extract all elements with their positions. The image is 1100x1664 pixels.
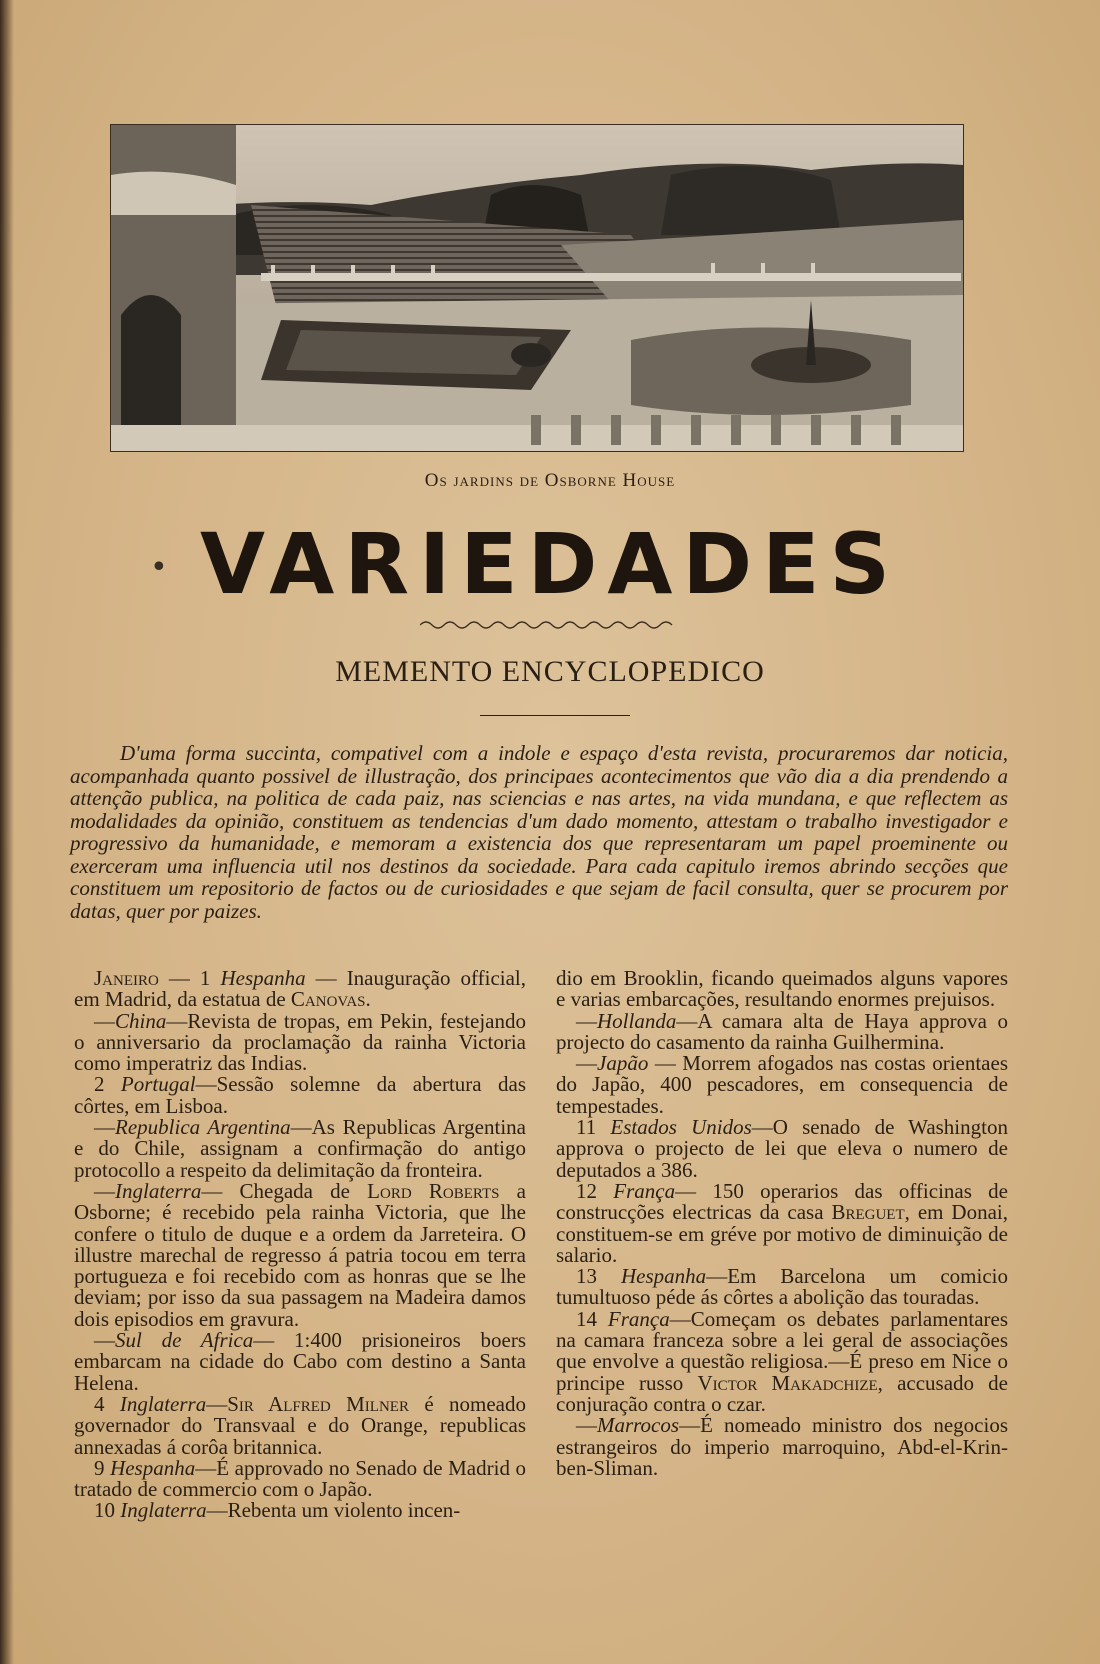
chronicle-entry: [556, 1415, 1008, 1479]
entry-text: —Sessão solemne da abertura das côrtes, em Lisboa.: [74, 1072, 527, 1118]
entry-text: —É nomeado ministro dos negocios estrangeiros do imperio marroquino, Abd-el-Krin-ben-Sliman.: [556, 1413, 1008, 1480]
section-subtitle: MEMENTO ENCYCLOPEDICO: [335, 655, 765, 688]
entry-name: Canovas: [290, 987, 366, 1012]
chronicle-entry: [74, 1391, 527, 1459]
entry-country: Inglaterra: [115, 1178, 202, 1203]
decorative-bullet: •: [150, 550, 168, 585]
chronicle-columns: [74, 968, 1008, 1522]
entry-text: — 150 operarios das officinas de construcções electricas da casa: [556, 1178, 1009, 1225]
chronicle-entry: [74, 1178, 526, 1331]
entry-date: —: [94, 1115, 115, 1140]
entry-name: Victor Makadchize: [697, 1370, 878, 1395]
chronicle-entry: [556, 1053, 1008, 1117]
entry-country: Inglaterra: [119, 1391, 207, 1416]
entry-date: 13: [576, 1264, 622, 1289]
entry-date: 4: [94, 1391, 120, 1416]
entry-date: 9: [94, 1455, 111, 1480]
chronicle-entry: [556, 1117, 1008, 1181]
entry-text-end: a Osborne; é recebido pela rainha Victoria, que lhe confere o titulo de duque e a ordem da Jarreteira. O illustre marechal de regresso á patria tocou em terra portugueza e foi recebido com as honras que se lhe deviam; por isso da sua passagem na Madeira damos dois episodios em gravura.: [74, 1178, 526, 1331]
chronicle-entry: [556, 1178, 1009, 1267]
chronicle-entry: [74, 1117, 526, 1181]
entry-text-end: é nomeado governador do Transvaal e do Orange, republicas annexadas á corôa britannica.: [74, 1391, 527, 1459]
chronicle-entry: [74, 1074, 526, 1117]
entry-country: Hespanha: [621, 1264, 707, 1289]
entry-date: —: [576, 1413, 597, 1438]
entry-text: —As Republicas Argentina e do Chile, assignam a confirmação do antigo protocollo a respeito da delimitação da fronteira.: [74, 1115, 526, 1182]
entry-date: —: [94, 1008, 115, 1033]
entry-country: Marrocos: [597, 1413, 680, 1438]
ornamental-squiggle-divider: [420, 615, 680, 635]
left-column: [74, 968, 526, 1522]
entry-date: 11: [576, 1115, 611, 1140]
entry-date: 14: [576, 1306, 608, 1331]
entry-country: França: [613, 1178, 676, 1203]
entry-text: —Rebenta um violento incen-: [206, 1498, 461, 1523]
entry-text: —Em Barcelona um comicio tumultuoso péde ás côrtes a abolição das touradas.: [556, 1264, 1008, 1310]
entry-text: — Inauguração official, em Madrid, da estatua de: [74, 966, 526, 1012]
entry-text: —A camara alta de Haya approva o projecto do casamento da rainha Guilhermina.: [556, 1008, 1008, 1054]
entry-country: Hespanha: [110, 1455, 196, 1480]
title-rule: [480, 715, 630, 716]
entry-date: —: [94, 1328, 115, 1353]
chronicle-entry: [556, 1266, 1008, 1309]
entry-text-end: , em Donai, constituem-se em gréve por motivo de diminuição de salario.: [556, 1200, 1009, 1267]
entry-date: —: [576, 1008, 597, 1033]
chronicle-entry: [74, 1008, 526, 1076]
garden-engraving-image: [111, 125, 963, 451]
entry-country: Portugal: [120, 1072, 196, 1097]
entry-text-end: .: [365, 987, 371, 1012]
entry-date: 12: [576, 1178, 614, 1203]
section-masthead: VARIEDADES: [200, 515, 900, 613]
entry-country: Inglaterra: [120, 1498, 207, 1523]
entry-text: —Começam os debates parlamentares na camara franceza sobre a lei geral de associações que envolve a questão religiosa.—É preso em Nice o principe russo: [556, 1306, 1008, 1395]
entry-country: Hollanda: [597, 1008, 677, 1033]
chronicle-entry: [556, 968, 1008, 1011]
entry-date: —: [576, 1051, 597, 1076]
figure-caption: Os jardins de Osborne House: [424, 470, 676, 491]
entry-text: — Morrem afogados nas costas orientaes do Japão, 400 pescadores, em consequencia de tempestades.: [556, 1051, 1008, 1118]
chronicle-entry: [74, 1500, 526, 1521]
entry-country: Japão: [597, 1051, 649, 1076]
entry-text: dio em Brooklin, ficando queimados alguns vapores e varias embarcações, resultando enormes prejuisos.: [556, 966, 1008, 1012]
entry-name: Sir Alfred Milner: [227, 1391, 409, 1416]
intro-paragraph: D'uma forma succinta, compativel com a indole e espaço d'esta revista, procuraremos dar noticia, acompanhada quanto possivel de illustração, dos principaes acontecimentos que vão dia a dia prendendo a attenção publica, na politica de cada paiz, nas sciencias e nas artes, na vida mundana, e que reflectem as modalidades da opinião, constituem as tendencias d'um dado momento, attestam o trabalho investigador e progressivo da humanidade, e memoram a existencia dos que representaram um papel proeminente ou exerceram uma influencia util nos destinos da sociedade. Para cada capitulo iremos abrindo secções que constituem um repositorio de factos ou de curiosidades e que sejam de facil consulta, quer se procurem por datas, quer por paizes.: [70, 741, 1008, 923]
entry-country: China: [115, 1008, 167, 1033]
entry-name: Lord Roberts: [367, 1178, 500, 1203]
entry-country: Hespanha: [220, 966, 306, 990]
entry-text: —: [206, 1391, 228, 1416]
chronicle-entry: [556, 1306, 1008, 1416]
entry-text: —O senado de Washington approva o projecto de lei que eleva o numero de deputados a 386.: [556, 1115, 1008, 1182]
chronicle-entry: [74, 968, 526, 1011]
entry-date: — 1: [158, 966, 221, 990]
entry-country: Sul de Africa: [115, 1328, 254, 1353]
chronicle-entry: [74, 1455, 526, 1502]
entry-country: França: [607, 1306, 670, 1331]
chronicle-entry: [556, 1008, 1008, 1054]
entry-country: Republica Argentina: [115, 1115, 291, 1140]
entry-text: —É approvado no Senado de Madrid o tratado de commercio com o Japão.: [74, 1455, 526, 1502]
right-column: [556, 968, 1008, 1522]
entry-text: —Revista de tropas, em Pekin, festejando o anniversario da proclamação da rainha Victoria como imperatriz das Indias.: [74, 1008, 526, 1076]
entry-month: Janeiro: [94, 966, 159, 990]
entry-text-end: , accusado de conjuração contra o czar.: [556, 1370, 1008, 1416]
entry-text: — 1:400 prisioneiros boers embarcam na cidade do Cabo com destino a Santa Helena.: [74, 1328, 526, 1395]
entry-date: —: [94, 1178, 115, 1203]
chronicle-entry: [74, 1330, 526, 1394]
entry-country: Estados Unidos: [610, 1115, 752, 1140]
entry-name: Breguet: [831, 1200, 905, 1225]
entry-date: 2: [94, 1072, 121, 1097]
entry-date: 10: [94, 1498, 121, 1523]
garden-illustration: [110, 124, 964, 452]
entry-text: — Chegada de: [201, 1178, 368, 1203]
